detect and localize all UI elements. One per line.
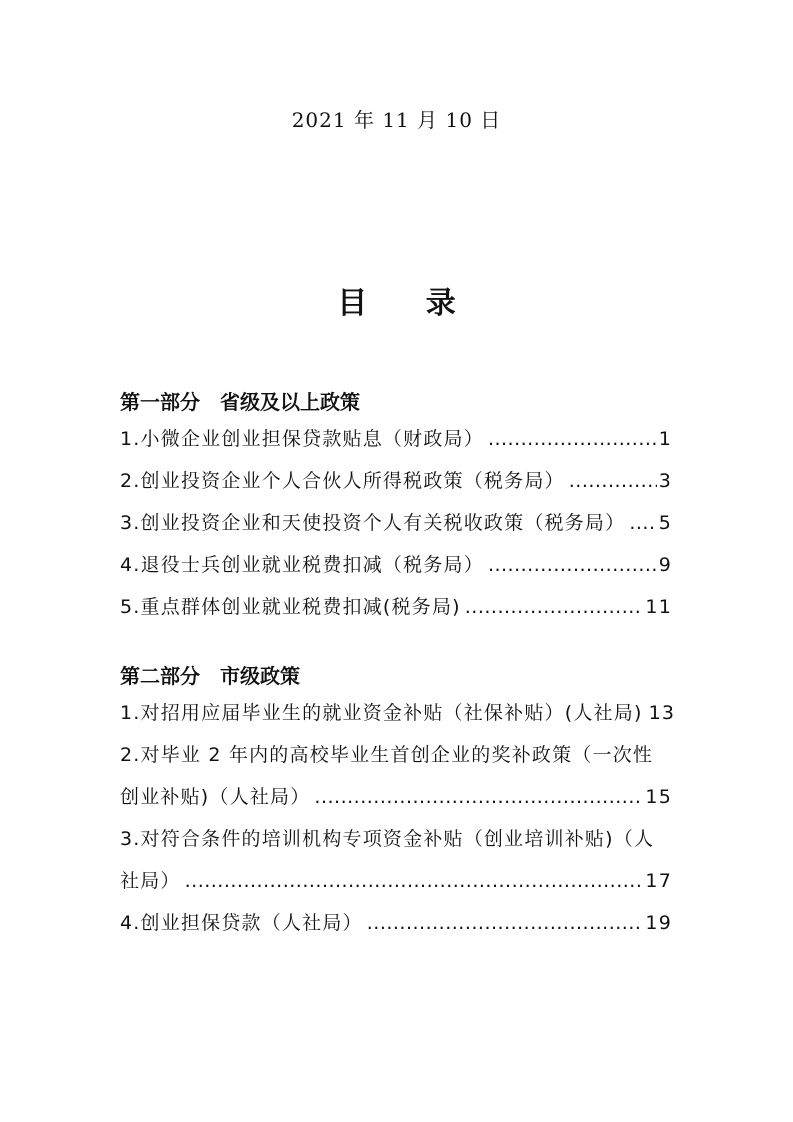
toc-leader-dots — [185, 860, 644, 902]
section-heading: 第二部分 市级政策 — [120, 664, 300, 688]
toc-title: 目 录 — [337, 286, 480, 321]
toc-entry[interactable] — [120, 692, 676, 734]
toc-entry-text: 2.创业投资企业个人合伙人所得税政策（税务局） — [120, 470, 565, 492]
toc-page-number: 17 — [645, 870, 672, 892]
toc-entry-multiline[interactable] — [120, 734, 672, 818]
toc-entry-line2 — [120, 860, 672, 902]
toc-page-number: 11 — [645, 596, 672, 618]
toc-leader-dots — [367, 902, 644, 944]
toc-entry-line2 — [120, 776, 672, 818]
toc-entry-text: 1.对招用应届毕业生的就业资金补贴（社保补贴）(人社局) — [120, 702, 643, 724]
toc-page-number: 15 — [645, 786, 672, 808]
toc-leader-dots — [465, 586, 644, 628]
toc-entry-multiline[interactable] — [120, 818, 672, 902]
section-provincial — [120, 386, 672, 628]
toc-page-number: 1 — [658, 428, 672, 450]
toc-leader-dots — [569, 460, 657, 502]
toc-entry-text: 3.创业投资企业和天使投资个人有关税收政策（税务局） — [120, 512, 626, 534]
toc-leader-dots — [488, 544, 657, 586]
toc-entry-text-line1: 2.对毕业 2 年内的高校毕业生首创企业的奖补政策（一次性 — [120, 744, 654, 766]
toc-page-number: 5 — [658, 512, 672, 534]
toc-entry-text: 4.创业担保贷款（人社局） — [120, 912, 363, 934]
toc-page-number: 19 — [645, 912, 672, 934]
toc-entry[interactable] — [120, 544, 672, 586]
document-date: 2021 年 11 月 10 日 — [291, 108, 502, 132]
section-heading: 第一部分 省级及以上政策 — [120, 390, 360, 414]
toc-page-number: 9 — [658, 554, 672, 576]
toc-leader-dots — [629, 502, 656, 544]
toc-entry[interactable] — [120, 502, 672, 544]
toc-entry-text: 创业补贴)（人社局） — [120, 786, 311, 808]
toc-entry[interactable] — [120, 418, 672, 460]
toc-entry[interactable] — [120, 460, 672, 502]
toc-entry[interactable] — [120, 902, 672, 944]
toc-page-number: 3 — [658, 470, 672, 492]
toc-entry-text-line1: 3.对符合条件的培训机构专项资金补贴（创业培训补贴)（人 — [120, 828, 655, 850]
toc-entry-text: 4.退役士兵创业就业税费扣减（税务局） — [120, 554, 484, 576]
section-municipal — [120, 660, 676, 944]
toc-entry[interactable] — [120, 586, 672, 628]
toc-leader-dots — [314, 776, 643, 818]
toc-entry-text: 社局） — [120, 870, 181, 892]
toc-leader-dots — [488, 418, 657, 460]
toc-entry-text: 5.重点群体创业就业税费扣减(税务局) — [120, 596, 461, 618]
toc-page-number: 13 — [648, 702, 676, 724]
toc-entry-text: 1.小微企业创业担保贷款贴息（财政局） — [120, 428, 484, 450]
